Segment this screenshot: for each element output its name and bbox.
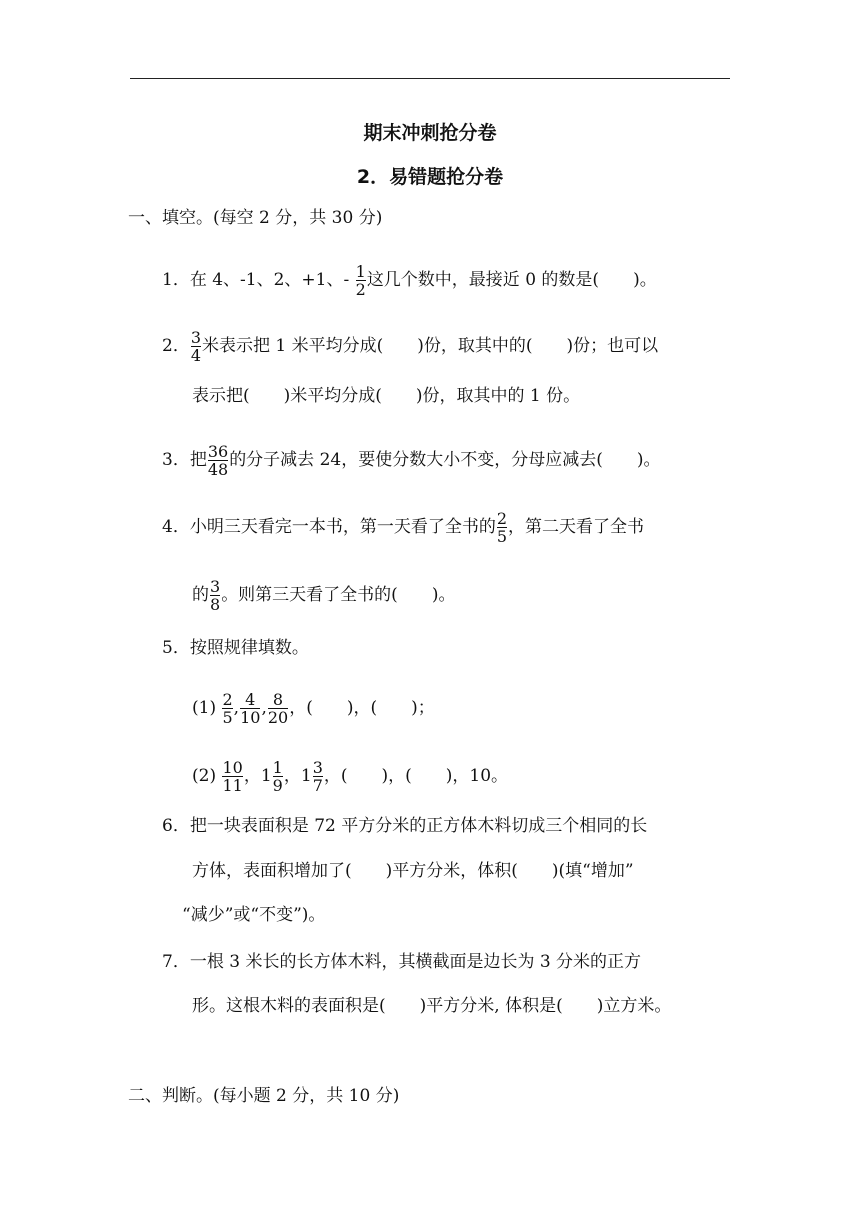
q5p2-sep-1: ，1	[243, 766, 272, 786]
q5p1-f1-numerator: 2	[222, 690, 233, 709]
q3-frac-numerator: 36	[207, 442, 229, 461]
q4-text-d: 。则第三天看了全书的( )。	[221, 585, 456, 605]
q5p1-label: (1)	[192, 698, 222, 718]
q1-frac-numerator: 1	[355, 262, 366, 281]
q3-text-a: 3．把	[162, 450, 207, 470]
q1-text-b: 这几个数中，最接近 0 的数是( )。	[366, 270, 657, 290]
q3-fraction	[208, 443, 228, 478]
q3-text-b: 的分子减去 24，要使分数大小不变，分母应减去( )。	[229, 450, 661, 470]
q2-text-a: 米表示把 1 米平均分成( )份，取其中的( )份；也可以	[202, 336, 659, 356]
q5p2-tail: ，( )，( )，10。	[323, 766, 509, 786]
page-subtitle: 2．易错题抢分卷	[356, 166, 504, 188]
q4-frac1-denominator: 5	[496, 527, 508, 546]
q4-text-a: 4．小明三天看完一本书，第一天看了全书的	[162, 517, 496, 537]
question-1	[162, 263, 657, 298]
q5p2-f2-numerator: 1	[272, 758, 283, 777]
q5p2-sep-2: ，1	[283, 766, 312, 786]
question-6-line2: 方体，表面积增加了( )平方分米，体积( )(填“增加”	[192, 861, 634, 881]
q4-frac2-numerator: 3	[210, 577, 221, 596]
question-5-part-1	[192, 691, 435, 726]
q5p1-f2-numerator: 4	[245, 690, 256, 709]
question-5-part-2	[192, 759, 508, 794]
section2-heading: 二、判断。(每小题 2 分，共 10 分)	[128, 1086, 400, 1106]
q1-fraction	[356, 263, 366, 298]
q5p1-f1-denominator: 5	[222, 708, 233, 727]
q4-text-c: 的	[192, 585, 209, 605]
q5p1-fraction-2	[240, 691, 260, 726]
q5p2-fraction-1	[222, 759, 242, 794]
q5p1-sep-1: ,	[233, 698, 240, 718]
q4-frac1-numerator: 2	[496, 509, 508, 528]
q5p1-fraction-3	[268, 691, 288, 726]
q4-frac2-denominator: 8	[210, 595, 221, 614]
q5p2-f1-denominator: 11	[222, 776, 243, 795]
q2-frac-denominator: 4	[190, 346, 202, 365]
q2-frac-numerator: 3	[190, 328, 202, 347]
q5p2-f3-denominator: 7	[312, 776, 323, 795]
question-7-line2: 形。这根木料的表面积是( )平方分米, 体积是( )立方米。	[192, 996, 672, 1016]
q5p2-f3-numerator: 3	[312, 758, 323, 777]
q1-frac-denominator: 2	[355, 280, 366, 299]
top-rule	[130, 78, 730, 79]
q5p2-fraction-3	[313, 759, 323, 794]
q2-prefix: 2．	[162, 336, 190, 356]
q5p2-label: (2)	[192, 766, 222, 786]
q3-frac-denominator: 48	[207, 460, 229, 479]
q5p1-f3-denominator: 20	[267, 708, 289, 727]
question-2	[162, 329, 658, 364]
page-title: 期末冲刺抢分卷	[363, 122, 497, 144]
q5p1-tail: ，( )，( )；	[289, 698, 435, 718]
question-2-line2: 表示把( )米平均分成( )份，取其中的 1 份。	[192, 386, 581, 406]
q5p2-f2-denominator: 9	[272, 776, 283, 795]
q5p2-fraction-2	[273, 759, 283, 794]
question-7-line1: 7．一根 3 米长的长方体木料，其横截面是边长为 3 分米的正方	[162, 952, 642, 972]
q5p1-f3-numerator: 8	[272, 690, 284, 709]
q4-text-b: ，第二天看了全书	[508, 517, 645, 537]
q2-fraction	[191, 329, 201, 364]
question-4	[162, 510, 644, 545]
question-3	[162, 443, 661, 478]
q4-fraction-2	[210, 578, 220, 613]
q5p1-fraction-1	[222, 691, 232, 726]
q5p1-f2-denominator: 10	[240, 708, 261, 727]
q1-text-a: 1．在 4、-1、2、+1、-	[162, 270, 355, 290]
question-5: 5．按照规律填数。	[162, 638, 309, 658]
q5p2-f1-numerator: 10	[222, 758, 243, 777]
question-4-line2	[192, 578, 455, 613]
question-6-line1: 6．把一块表面积是 72 平方分米的正方体木料切成三个相同的长	[162, 816, 648, 836]
q5p1-sep-2: ,	[261, 698, 267, 718]
question-6-line3: “减少”或“不变”)。	[182, 905, 326, 925]
section1-heading: 一、填空。(每空 2 分，共 30 分)	[128, 208, 383, 228]
q4-fraction-1	[497, 510, 507, 545]
